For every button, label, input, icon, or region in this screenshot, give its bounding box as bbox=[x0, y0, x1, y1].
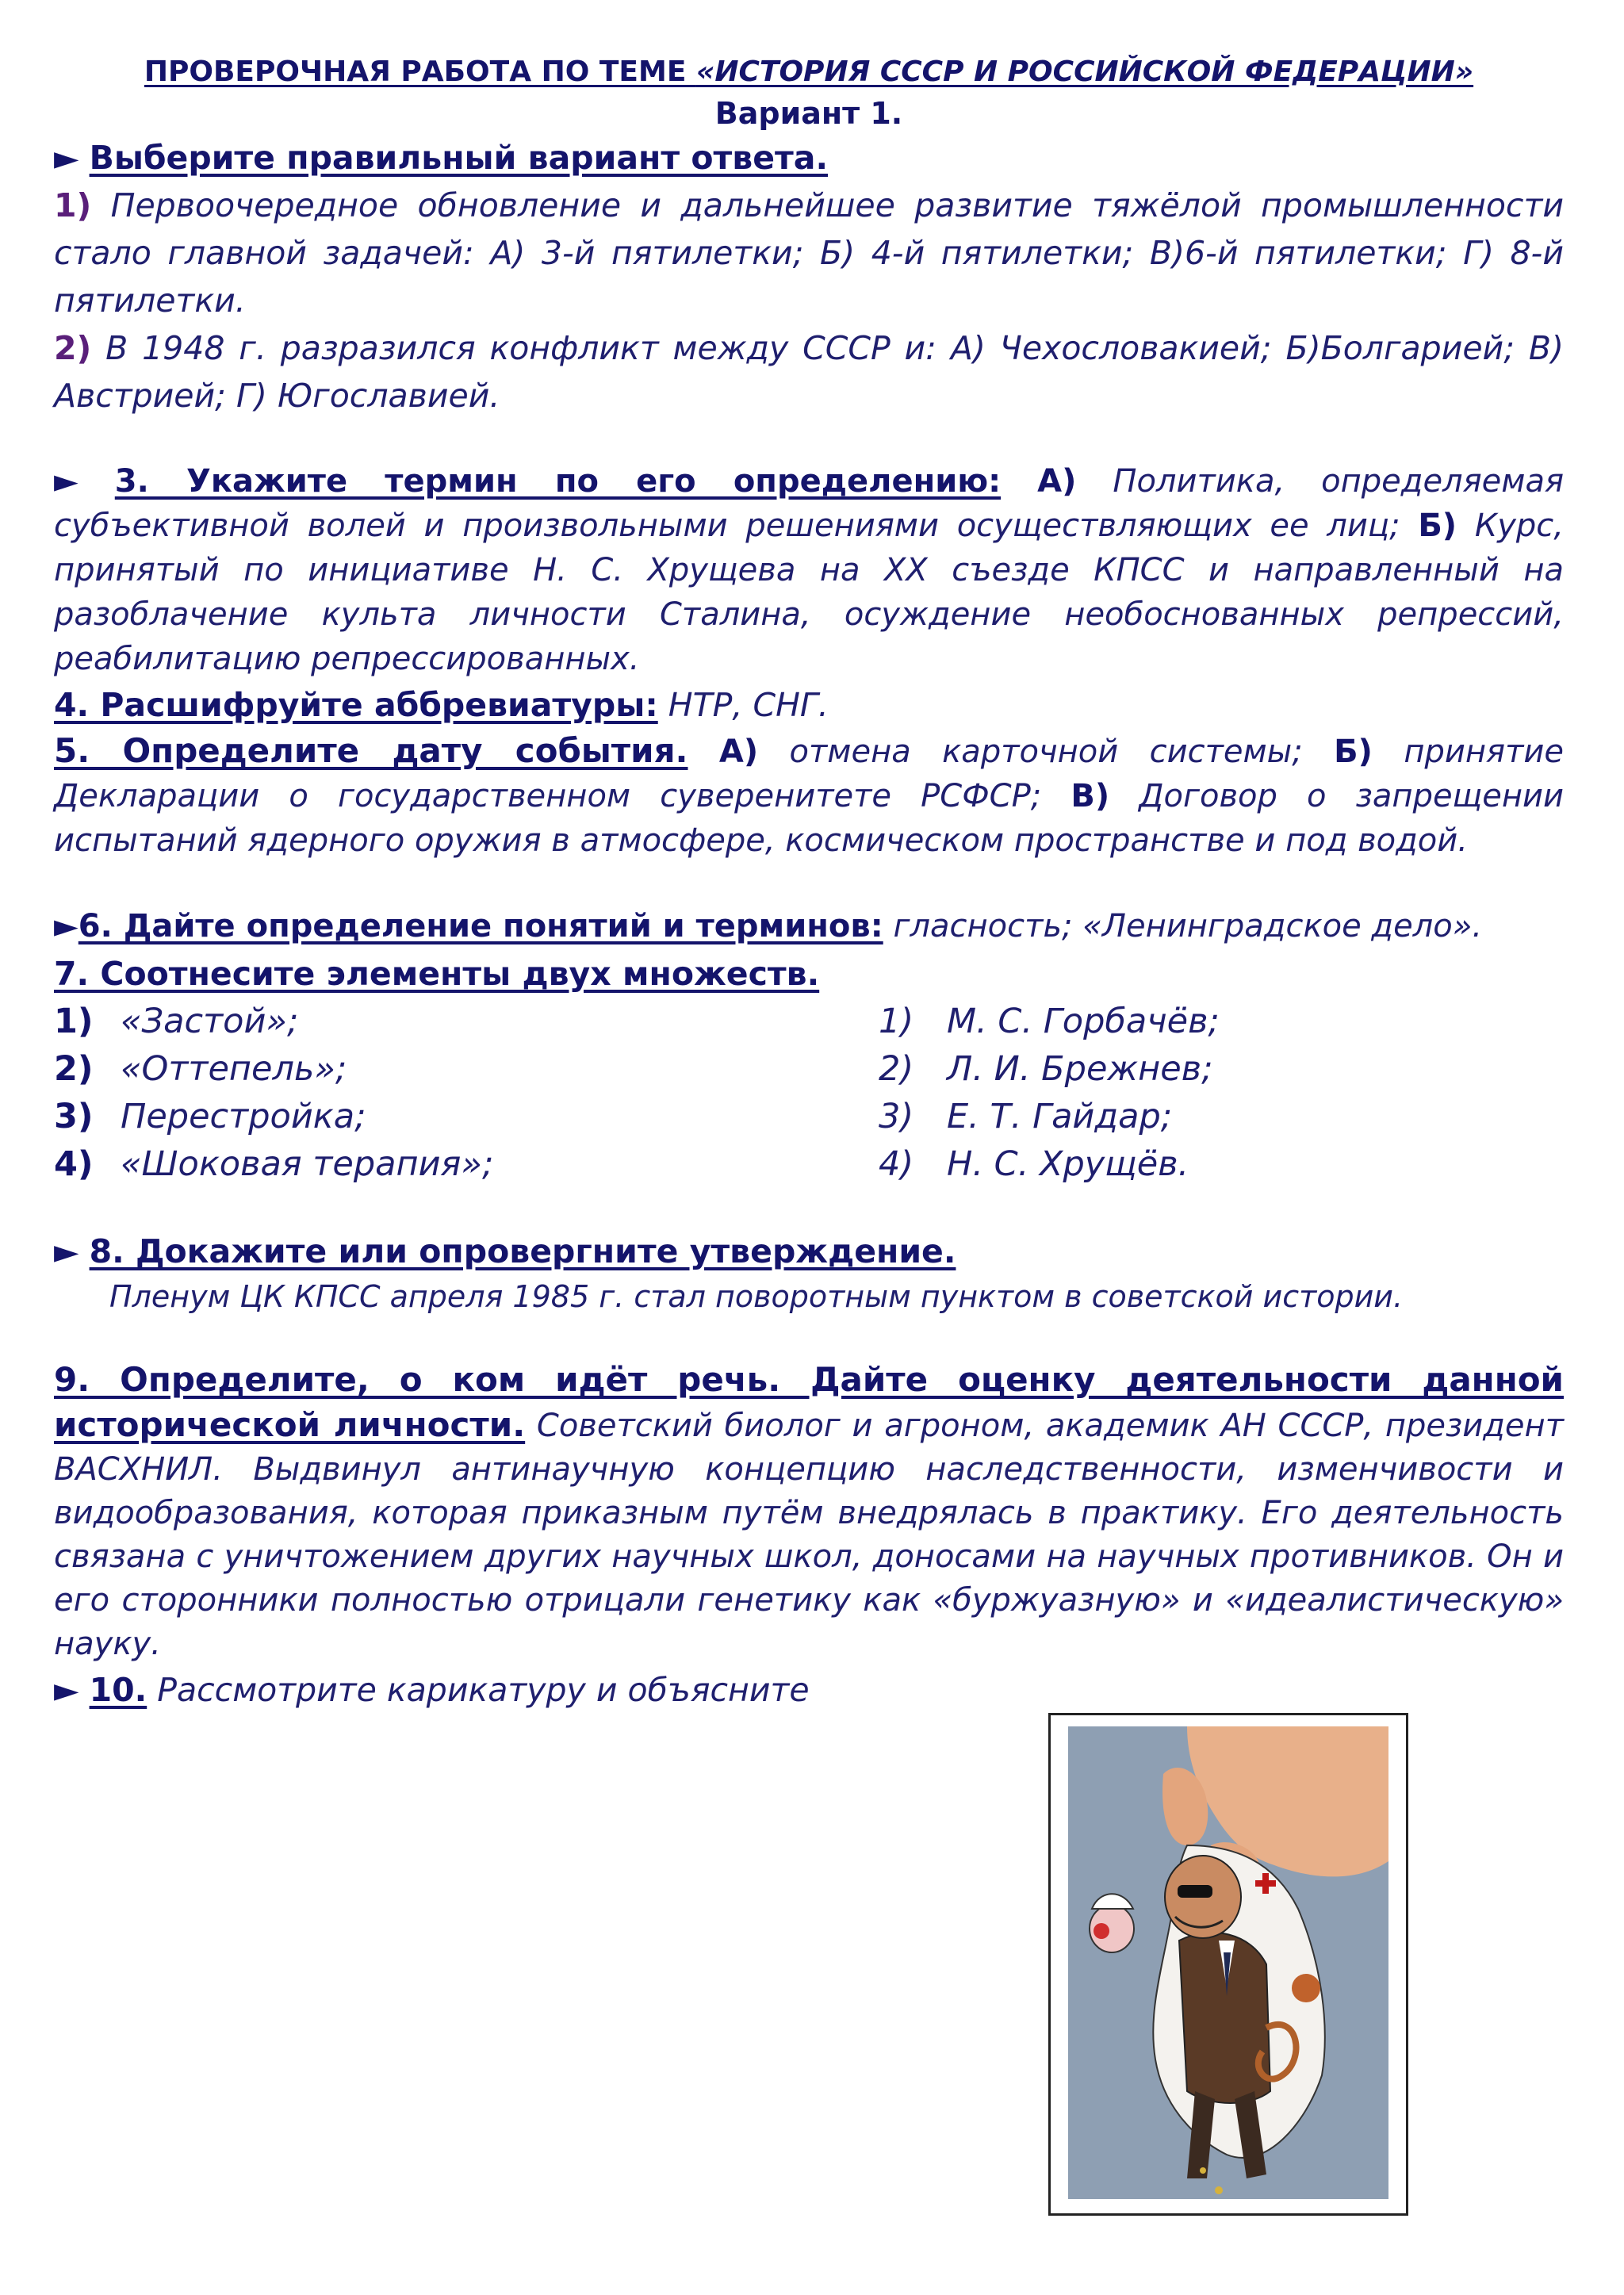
question-3 bbox=[54, 459, 1564, 681]
title-prefix: ПРОВЕРОЧНАЯ РАБОТА ПО ТЕМЕ bbox=[144, 56, 696, 88]
q3-a-text: Политика, определяемая субъективной волей и произвольными решениями осуществляющих ее лиц; bbox=[54, 463, 1565, 544]
question-1 bbox=[54, 182, 1564, 324]
q10-number: 10. bbox=[89, 1671, 147, 1709]
q1-text: Первоочередное обновление и дальнейшее развитие тяжёлой промышленности стало главной задачей: А) 3-й пятилетки; Б) 4-й пятилетки; В)6-й пятилетки; Г) 8-й пятилетки. bbox=[54, 186, 1564, 320]
caricature-drawing bbox=[1068, 1726, 1388, 2199]
question-9 bbox=[54, 1358, 1564, 1666]
q7-right-column bbox=[879, 998, 1564, 1188]
q7-match-table bbox=[54, 998, 1564, 1188]
q6-heading: 6. Дайте определение понятий и терминов: bbox=[78, 908, 883, 944]
question-4 bbox=[54, 681, 1564, 729]
q2-text: В 1948 г. разразился конфликт между СССР и: А) Чехословакией; Б)Болгарией; В) Австрией; Г) Югославией. bbox=[54, 329, 1564, 415]
q5-heading: 5. Определите дату события. bbox=[54, 731, 688, 770]
list-item: 3) Е. Т. Гайдар; bbox=[879, 1097, 1173, 1136]
question-7 bbox=[54, 950, 1564, 998]
question-2 bbox=[54, 324, 1564, 420]
q4-heading: 4. Расшифруйте аббревиатуры: bbox=[54, 686, 658, 724]
q5-a-text: отмена карточной системы; bbox=[789, 734, 1303, 770]
question-6 bbox=[54, 902, 1564, 950]
q7-heading: 7. Соотнесите элементы двух множеств. bbox=[54, 955, 820, 993]
list-item: 4) «Шоковая терапия»; bbox=[54, 1144, 494, 1184]
list-item: 2) Л. И. Брежнев; bbox=[879, 1049, 1213, 1089]
arrow-icon: ► bbox=[54, 1232, 79, 1270]
q5-b-label: Б) bbox=[1334, 734, 1373, 770]
q6-text: гласность; «Ленинградское дело». bbox=[893, 908, 1483, 944]
q8-heading: 8. Докажите или опровергните утверждение. bbox=[89, 1232, 956, 1270]
q3-a-label: А) bbox=[1037, 463, 1077, 500]
section1-heading bbox=[54, 134, 1564, 182]
question-5 bbox=[54, 729, 1564, 863]
title-topic: «ИСТОРИЯ СССР И РОССИЙСКОЙ ФЕДЕРАЦИИ» bbox=[695, 56, 1474, 88]
q3-b-text: Курс, принятый по инициативе Н. С. Хрущева на XX съезде КПСС и направленный на разоблачение культа личности Сталина, осуждение необоснованных репрессий, реабилитацию репрессированных. bbox=[54, 508, 1564, 677]
q7-left-column bbox=[54, 998, 879, 1188]
q9-text: Советский биолог и агроном, академик АН СССР, президент ВАСХНИЛ. Выдвинул антинаучную концепцию наследственности, изменчивости и видообразования, которая приказным путём внедрялась в практику. Его деятельность связана с уничтожением других научных школ, доносами на научных противников. Он и его сторонники полностью отрицали генетику как «буржуазную» и «идеалистическую» науку. bbox=[54, 1408, 1564, 1662]
list-item: 1) «Застой»; bbox=[54, 1002, 299, 1041]
q3-b-label: Б) bbox=[1418, 508, 1457, 544]
list-item: 3) Перестройка; bbox=[54, 1097, 366, 1136]
question-10 bbox=[54, 1666, 1564, 1714]
arrow-icon: ► bbox=[54, 908, 79, 944]
arrow-icon: ► bbox=[54, 463, 79, 500]
caricature-image bbox=[1048, 1713, 1408, 2216]
list-item: 4) Н. С. Хрущёв. bbox=[879, 1144, 1189, 1184]
variant-label: Вариант 1. bbox=[714, 96, 903, 131]
q9-heading: 9. Определите, о ком идёт речь. Дайте оценку деятельности данной исторической личности. bbox=[54, 1360, 1564, 1444]
page-title bbox=[54, 56, 1564, 88]
q3-heading: 3. Укажите термин по его определению: bbox=[114, 463, 1002, 500]
section1-title: Выберите правильный вариант ответа. bbox=[89, 139, 829, 177]
q5-c-label: В) bbox=[1071, 778, 1110, 814]
list-item: 1) М. С. Горбачёв; bbox=[879, 1002, 1220, 1041]
question-8 bbox=[54, 1228, 1564, 1275]
arrow-icon: ► bbox=[54, 139, 79, 177]
q1-number: 1) bbox=[54, 186, 92, 224]
worksheet bbox=[54, 56, 1564, 1714]
list-item: 2) «Оттепель»; bbox=[54, 1049, 347, 1089]
q8-statement: Пленум ЦК КПСС апреля 1985 г. стал поворотным пунктом в советской истории. bbox=[109, 1279, 1404, 1314]
q2-number: 2) bbox=[54, 329, 92, 367]
q10-text: Рассмотрите карикатуру и объясните bbox=[157, 1671, 810, 1709]
q4-text: НТР, СНГ. bbox=[668, 686, 829, 724]
q5-c-text: Договор о запрещении испытаний ядерного оружия в атмосфере, космическом пространстве и под водой. bbox=[54, 778, 1564, 859]
q5-a-label: А) bbox=[718, 734, 759, 770]
q5-b-text: принятие Декларации о государственном суверенитете РСФСР; bbox=[54, 734, 1564, 814]
arrow-icon: ► bbox=[54, 1671, 79, 1709]
